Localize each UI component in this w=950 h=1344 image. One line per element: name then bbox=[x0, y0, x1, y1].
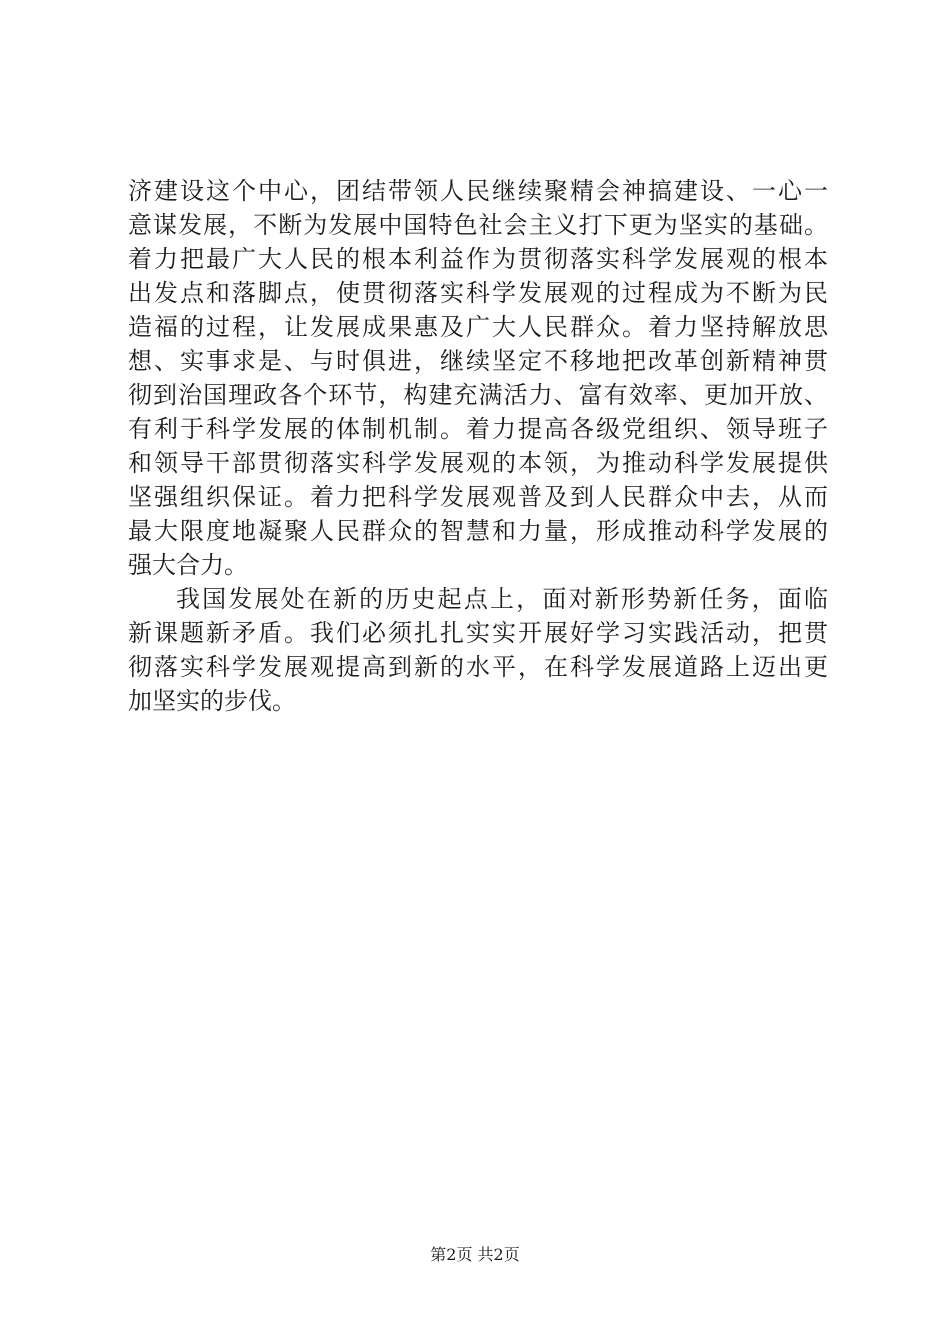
page-footer: 第2页 共2页 bbox=[430, 1245, 520, 1264]
text-line: 意谋发展，不断为发展中国特色社会主义打下更为坚实的基础。 bbox=[128, 211, 828, 239]
paragraph-first-line: 我国发展处在新的历史起点上，面对新形势新任务，面临 bbox=[176, 585, 828, 613]
text-line: 出发点和落脚点，使贯彻落实科学发展观的过程成为不断为民 bbox=[128, 279, 828, 307]
document-body bbox=[128, 174, 828, 718]
text-line: 加坚实的步伐。 bbox=[128, 687, 296, 715]
text-line: 想、实事求是、与时俱进，继续坚定不移地把改革创新精神贯 bbox=[128, 347, 828, 375]
text-line: 和领导干部贯彻落实科学发展观的本领，为推动科学发展提供 bbox=[128, 449, 828, 477]
text-line: 造福的过程，让发展成果惠及广大人民群众。着力坚持解放思 bbox=[128, 313, 828, 341]
text-line: 彻到治国理政各个环节，构建充满活力、富有效率、更加开放、 bbox=[128, 381, 828, 409]
text-line: 有利于科学发展的体制机制。着力提高各级党组织、领导班子 bbox=[128, 415, 828, 443]
text-line: 彻落实科学发展观提高到新的水平，在科学发展道路上迈出更 bbox=[128, 653, 828, 681]
text-line: 最大限度地凝聚人民群众的智慧和力量，形成推动科学发展的 bbox=[128, 517, 828, 545]
text-line: 新课题新矛盾。我们必须扎扎实实开展好学习实践活动，把贯 bbox=[128, 619, 828, 647]
text-line: 坚强组织保证。着力把科学发展观普及到人民群众中去，从而 bbox=[128, 483, 828, 511]
text-line: 济建设这个中心，团结带领人民继续聚精会神搞建设、一心一 bbox=[128, 177, 828, 205]
text-line: 强大合力。 bbox=[128, 551, 248, 579]
text-line: 着力把最广大人民的根本利益作为贯彻落实科学发展观的根本 bbox=[128, 245, 828, 273]
